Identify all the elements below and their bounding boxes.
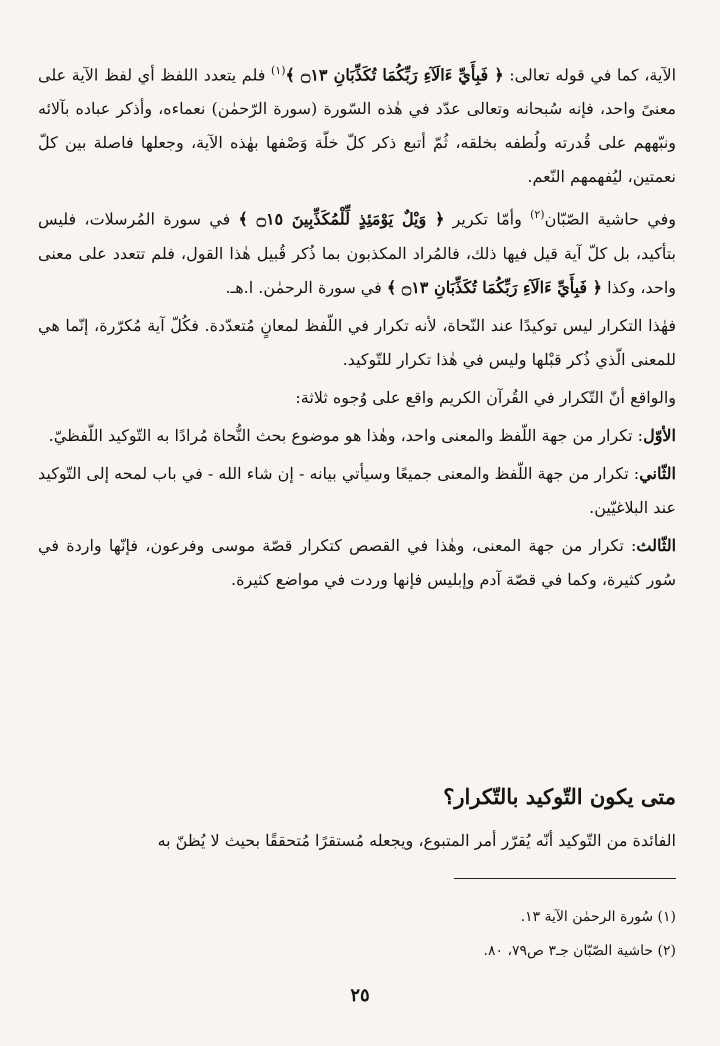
paragraph-1	[38, 54, 676, 194]
paragraph-4	[38, 381, 676, 415]
paragraph-3	[38, 309, 676, 377]
paragraph-second-type	[38, 457, 676, 525]
third-type-text: : تكرار من جهة المعنى، وهٰذا في القصص كتكرار قصّة موسى وفرعون، فإنّها واردة في سُور كثيرة، وكما في قصّة آدم وإبليس فإنها وردت في مواضع كثيرة.	[38, 535, 676, 589]
quran-verse-al-mursalat: ﴿ وَيْلٌ يَوْمَئِذٍ لِّلْمُكَذِّبِينَ ۝١٥ ﴾	[238, 209, 445, 229]
paragraph-3-text: فهٰذا التكرار ليس توكيدًا عند النّحاة، لأنه تكرار في اللّفظ لمعانٍ مُتعدّدة. فكُلّ آية مُكرّرة، إنّما هي للمعنى الّذي ذُكر قبْلها وليس في هٰذا تكرار للتّوكيد.	[38, 315, 676, 369]
footnote-1-marker: (١)	[657, 909, 676, 925]
third-type-label: الثّالث	[636, 535, 677, 555]
paragraph-2-text-b: في سورة المُرسلات، فليس بتأكيد، بل كلّ آية قيل فيها ذلك، فالمُراد المكذبون بما ذُكر قُبيل هٰذا القول، فلم تتعدد على معنى واحد، وكذا	[38, 209, 676, 297]
footnote-divider	[454, 878, 676, 879]
second-type-label: الثّاني	[639, 463, 676, 483]
footnote-1	[38, 900, 676, 934]
paragraph-third-type	[38, 529, 676, 597]
paragraph-1-body: فلم يتعدد اللفظ أي لفظ الآية على معنىً واحد، فإنه سُبحانه وتعالى عدّد في هٰذه السّورة (سورة الرّحمٰن) نعماءه، وأذكر عباده بآلائه ونبّههم على قُدرته ولُطفه بخلقه، ثُمّ أتبع ذكر كلّ خلّة وَصْفها بهٰذه الآية، وجعلها فاصلة بين كلّ نعمتين، ليُفهمهم النّعم.	[38, 65, 676, 187]
first-type-text: : تكرار من جهة اللّفظ والمعنى واحد، وهٰذا هو موضوع بحث النُّحاة مُرادًا به التّوكيد اللّفظيّ.	[48, 425, 644, 445]
page-number: ٢٥	[350, 985, 370, 1006]
footnotes	[38, 900, 676, 968]
footnote-2	[38, 934, 676, 968]
paragraph-1-intro: الآية، كما في قوله تعالى:	[503, 65, 677, 85]
footnote-2-marker: (٢)	[657, 943, 676, 959]
first-type-label: الأوّل	[643, 425, 676, 445]
body-text	[38, 54, 676, 597]
footnote-marker-2[interactable]: (٢)	[530, 208, 545, 222]
second-type-text: : تكرار من جهة اللّفظ والمعنى جميعًا وسيأتي بيانه - إن شاء الله - في باب لمحه إلى التّوكيد عند البلاغيّين.	[38, 463, 676, 517]
paragraph-4-text: والواقع أنّ التّكرار في القُرآن الكريم واقع على وُجوه ثلاثة:	[295, 387, 676, 407]
section-heading: متى يكون التّوكيد بالتّكرار؟	[443, 784, 676, 809]
paragraph-2-text-c: في سورة الرحمٰن. ا.هـ.	[225, 277, 387, 297]
paragraph-first-type	[38, 419, 676, 453]
paragraph-2-text-a: وأمّا تكرير	[444, 209, 531, 229]
footnote-1-text: سُورة الرحمٰن الآية ١٣.	[520, 909, 654, 925]
paragraph-2-intro: وفي حاشية الصّبّان	[544, 209, 677, 229]
footnote-2-text: حاشية الصّبّان جـ٣ ص٧٩، ٨٠.	[483, 943, 654, 959]
quran-verse-ar-rahman-repeat: ﴿ فَبِأَيِّ ءَالَآءِ رَبِّكُمَا تُكَذِّبَانِ ۝١٣ ﴾	[386, 277, 603, 297]
paragraph-2	[38, 198, 676, 304]
quran-verse-ar-rahman: ﴿ فَبِأَيِّ ءَالَآءِ رَبِّكُمَا تُكَذِّبَانِ ۝١٣ ﴾	[285, 65, 504, 85]
footnote-marker-1[interactable]: (١)	[270, 64, 286, 77]
section-intro-text: الفائدة من التّوكيد أنّه يُقرّر أمر المتبوع، ويجعله مُستقرًا مُتحققًا بحيث لا يُظنّ به	[157, 831, 676, 850]
